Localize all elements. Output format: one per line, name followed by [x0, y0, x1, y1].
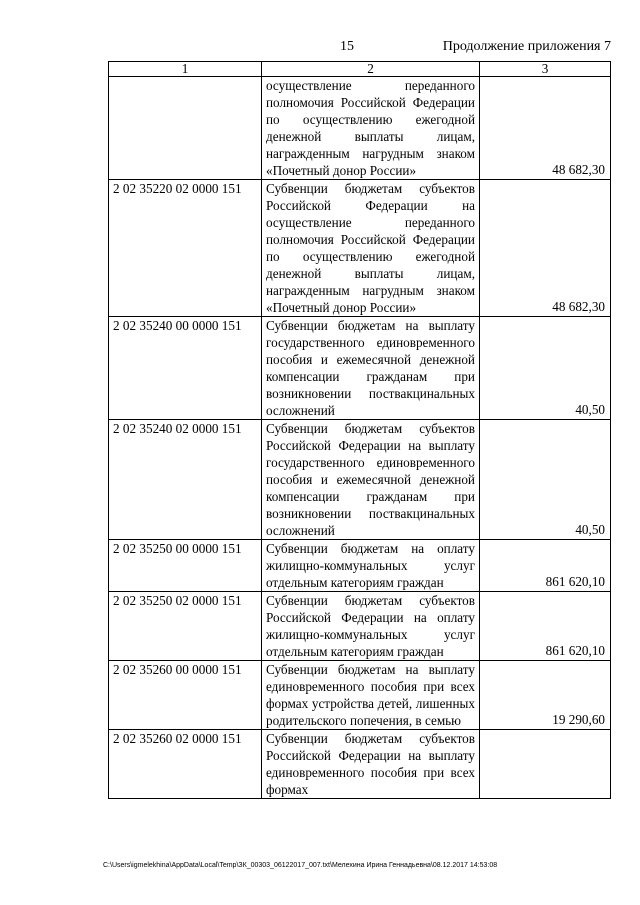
- row-code: 2 02 35260 00 0000 151: [109, 661, 262, 730]
- table-row: [109, 540, 611, 592]
- row-code: 2 02 35250 00 0000 151: [109, 540, 262, 592]
- row-amount: [480, 730, 611, 799]
- row-description: Субвенции бюджетам субъектов Российской Федерации на выплату государственного единовременного пособия и ежемесячной денежной компенсации гражданам при возникновении поствакцинальных осложнений: [262, 420, 480, 540]
- row-description: Субвенции бюджетам на выплату единовременного пособия при всех формах устройства детей, лишенных родительского попечения, в семью: [262, 661, 480, 730]
- row-amount: 861 620,10: [480, 592, 611, 661]
- row-amount: 40,50: [480, 317, 611, 420]
- budget-table: [108, 61, 611, 799]
- row-amount: 48 682,30: [480, 77, 611, 180]
- row-code: 2 02 35220 02 0000 151: [109, 180, 262, 317]
- column-header-3: 3: [480, 62, 611, 77]
- table-row: [109, 661, 611, 730]
- row-description: Субвенции бюджетам на выплату государственного единовременного пособия и ежемесячной денежной компенсации гражданам при возникновении поствакцинальных осложнений: [262, 317, 480, 420]
- row-description: Субвенции бюджетам субъектов Российской Федерации на выплату единовременного пособия при всех формах: [262, 730, 480, 799]
- row-description: осуществление переданного полномочия Российской Федерации по осуществлению ежегодной денежной выплаты лицам, награжденным нагрудным знаком «Почетный донор России»: [262, 77, 480, 180]
- row-amount: 861 620,10: [480, 540, 611, 592]
- row-code: 2 02 35240 02 0000 151: [109, 420, 262, 540]
- continuation-heading: Продолжение приложения 7: [442, 39, 611, 54]
- file-path-footer: C:\Users\igmelekhina\AppData\Local\Temp\ЗК_00303_06122017_007.txt\Мелехина Ирина Геннадьевна\08.12.2017 14:53:08: [103, 862, 498, 869]
- table-row: [109, 420, 611, 540]
- table-row: [109, 77, 611, 180]
- row-amount: 40,50: [480, 420, 611, 540]
- column-header-2: 2: [262, 62, 480, 77]
- table-row: [109, 592, 611, 661]
- table-header-row: [109, 62, 611, 77]
- column-header-1: 1: [109, 62, 262, 77]
- table-row: [109, 180, 611, 317]
- table-row: [109, 317, 611, 420]
- table-row: [109, 730, 611, 799]
- row-code: [109, 77, 262, 180]
- row-description: Субвенции бюджетам на оплату жилищно-коммунальных услуг отдельным категориям граждан: [262, 540, 480, 592]
- row-description: Субвенции бюджетам субъектов Российской Федерации на осуществление переданного полномочия Российской Федерации по осуществлению ежегодной денежной выплаты лицам, награжденным нагрудным знаком «Почетный донор России»: [262, 180, 480, 317]
- row-code: 2 02 35240 00 0000 151: [109, 317, 262, 420]
- row-code: 2 02 35250 02 0000 151: [109, 592, 262, 661]
- row-amount: 48 682,30: [480, 180, 611, 317]
- row-code: 2 02 35260 02 0000 151: [109, 730, 262, 799]
- page-number: 15: [340, 39, 354, 54]
- row-description: Субвенции бюджетам субъектов Российской Федерации на оплату жилищно-коммунальных услуг отдельным категориям граждан: [262, 592, 480, 661]
- row-amount: 19 290,60: [480, 661, 611, 730]
